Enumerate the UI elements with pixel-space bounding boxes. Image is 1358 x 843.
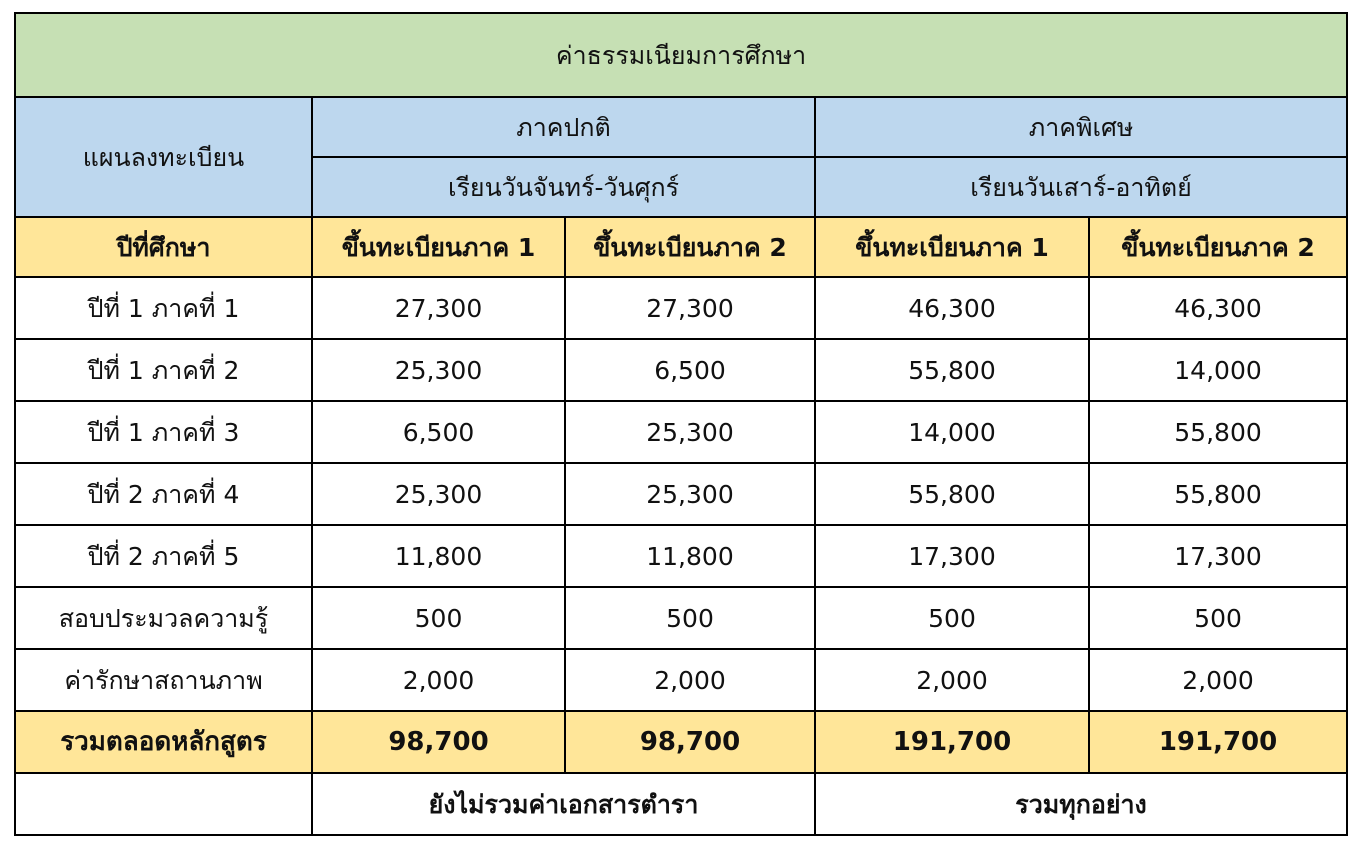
year-label: ปีที่ศึกษา — [15, 217, 312, 277]
title-row — [15, 13, 1347, 97]
fee-cell: 46,300 — [1089, 277, 1347, 339]
row-label: ปีที่ 1 ภาคที่ 1 — [15, 277, 312, 339]
special-schedule: เรียนวันเสาร์-อาทิตย์ — [815, 157, 1347, 217]
fee-cell: 500 — [815, 587, 1089, 649]
regular-schedule: เรียนวันจันทร์-วันศุกร์ — [312, 157, 815, 217]
table-row — [15, 277, 1347, 339]
fee-cell: 2,000 — [1089, 649, 1347, 711]
program-header-row — [15, 97, 1347, 157]
tuition-fee-table — [14, 12, 1348, 836]
fee-cell: 14,000 — [1089, 339, 1347, 401]
empty-cell — [15, 773, 312, 835]
table-row — [15, 401, 1347, 463]
fee-cell: 27,300 — [565, 277, 815, 339]
fee-cell: 17,300 — [815, 525, 1089, 587]
fee-cell: 2,000 — [312, 649, 565, 711]
fee-cell: 46,300 — [815, 277, 1089, 339]
row-label: ปีที่ 1 ภาคที่ 3 — [15, 401, 312, 463]
total-row — [15, 711, 1347, 773]
fee-cell: 11,800 — [312, 525, 565, 587]
fee-cell: 25,300 — [312, 339, 565, 401]
regular-program-header: ภาคปกติ — [312, 97, 815, 157]
fee-cell: 500 — [565, 587, 815, 649]
table-row — [15, 339, 1347, 401]
fee-cell: 500 — [1089, 587, 1347, 649]
total-cell: 191,700 — [815, 711, 1089, 773]
fee-cell: 11,800 — [565, 525, 815, 587]
row-label: ปีที่ 2 ภาคที่ 5 — [15, 525, 312, 587]
table-title: ค่าธรรมเนียมการศึกษา — [15, 13, 1347, 97]
row-label: ค่ารักษาสถานภาพ — [15, 649, 312, 711]
notes-row — [15, 773, 1347, 835]
fee-cell: 55,800 — [1089, 401, 1347, 463]
special-note: รวมทุกอย่าง — [815, 773, 1347, 835]
fee-cell: 17,300 — [1089, 525, 1347, 587]
fee-cell: 2,000 — [565, 649, 815, 711]
row-label: สอบประมวลความรู้ — [15, 587, 312, 649]
table-row — [15, 587, 1347, 649]
fee-cell: 25,300 — [312, 463, 565, 525]
total-cell: 191,700 — [1089, 711, 1347, 773]
total-cell: 98,700 — [565, 711, 815, 773]
regular-note: ยังไม่รวมค่าเอกสารตำรา — [312, 773, 815, 835]
row-label: ปีที่ 2 ภาคที่ 4 — [15, 463, 312, 525]
fee-cell: 6,500 — [565, 339, 815, 401]
fee-cell: 27,300 — [312, 277, 565, 339]
column-header: ขึ้นทะเบียนภาค 2 — [1089, 217, 1347, 277]
plan-label: แผนลงทะเบียน — [15, 97, 312, 217]
row-label: ปีที่ 1 ภาคที่ 2 — [15, 339, 312, 401]
column-header: ขึ้นทะเบียนภาค 2 — [565, 217, 815, 277]
fee-cell: 55,800 — [815, 463, 1089, 525]
fee-cell: 14,000 — [815, 401, 1089, 463]
total-label: รวมตลอดหลักสูตร — [15, 711, 312, 773]
total-cell: 98,700 — [312, 711, 565, 773]
special-program-header: ภาคพิเศษ — [815, 97, 1347, 157]
column-header: ขึ้นทะเบียนภาค 1 — [815, 217, 1089, 277]
fee-cell: 500 — [312, 587, 565, 649]
column-header: ขึ้นทะเบียนภาค 1 — [312, 217, 565, 277]
table-row — [15, 463, 1347, 525]
fee-cell: 55,800 — [1089, 463, 1347, 525]
fee-cell: 6,500 — [312, 401, 565, 463]
fee-cell: 25,300 — [565, 401, 815, 463]
fee-cell: 2,000 — [815, 649, 1089, 711]
fee-cell: 55,800 — [815, 339, 1089, 401]
column-header-row — [15, 217, 1347, 277]
table-row — [15, 649, 1347, 711]
table-row — [15, 525, 1347, 587]
fee-cell: 25,300 — [565, 463, 815, 525]
